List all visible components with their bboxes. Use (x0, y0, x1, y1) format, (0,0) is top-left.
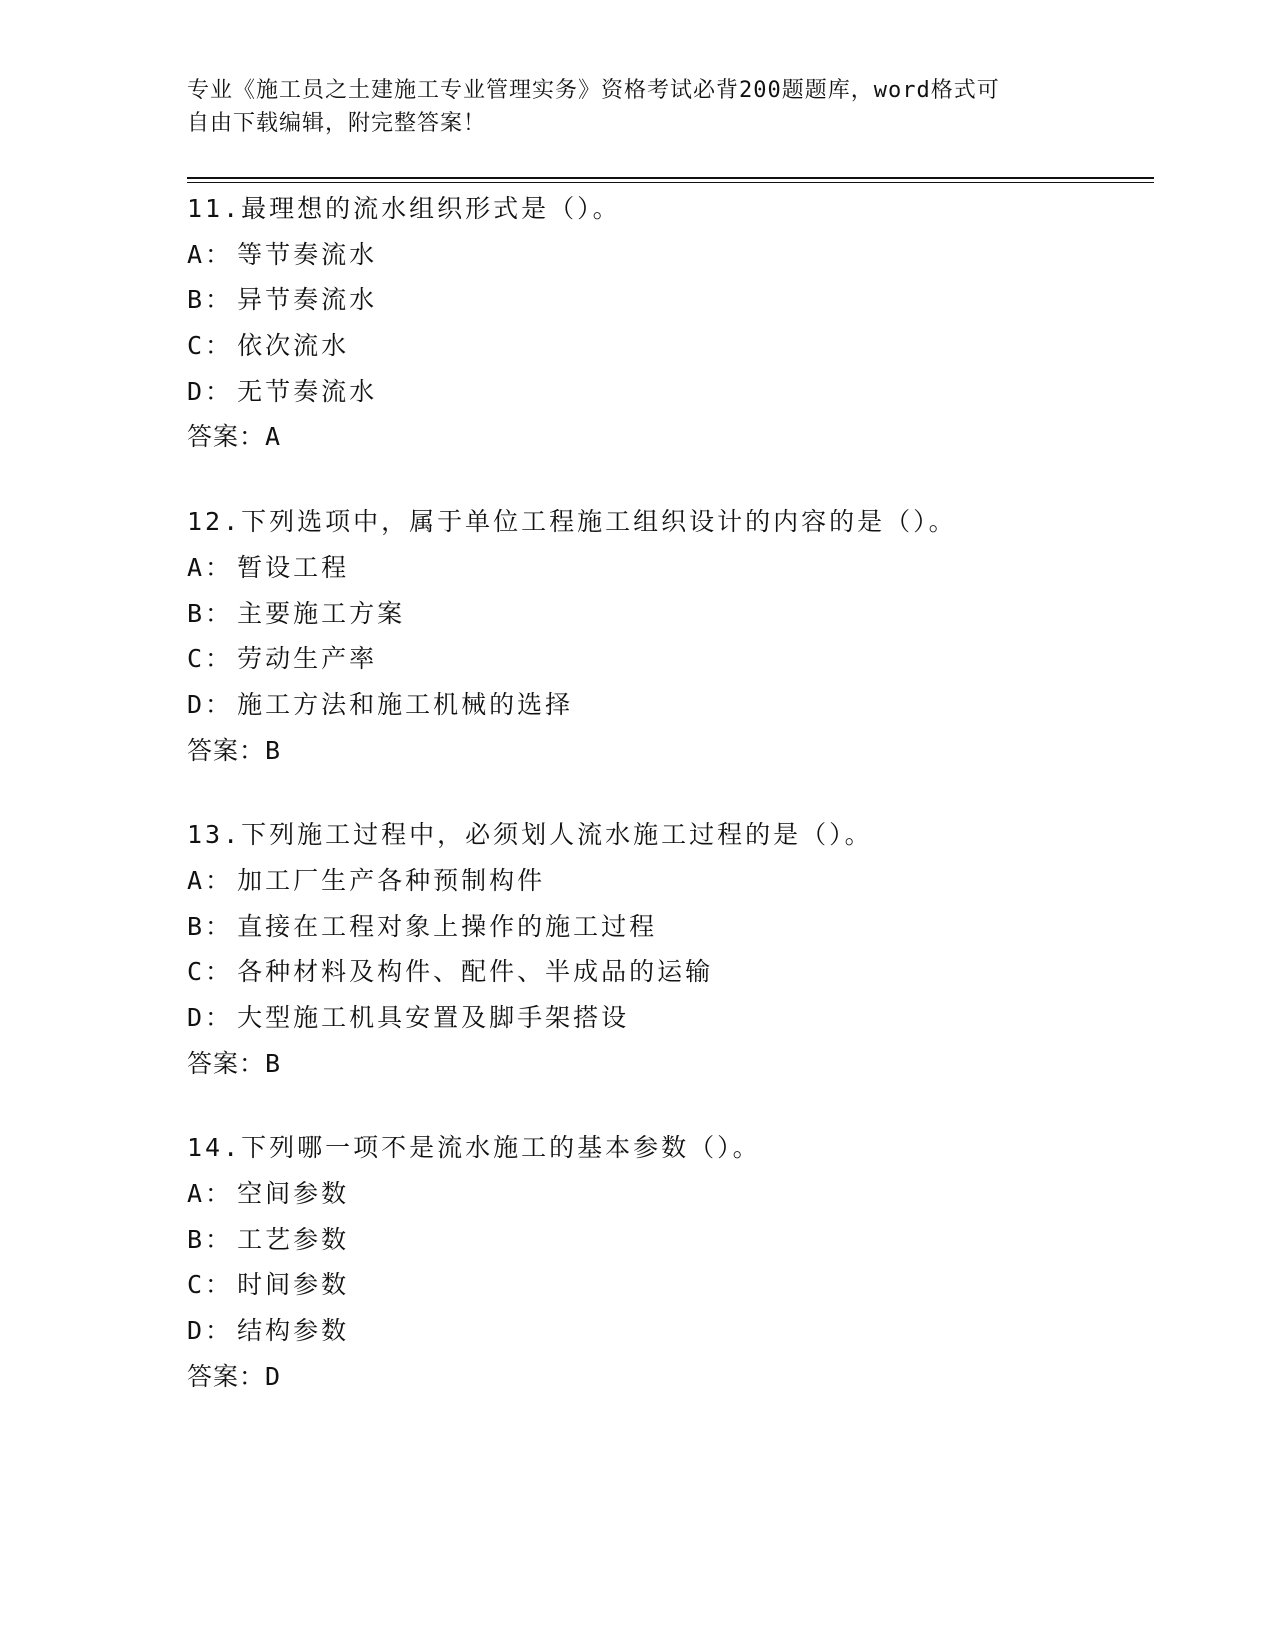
option-letter: A： (187, 239, 234, 269)
option-b (187, 277, 1147, 323)
header-line-2: 自由下载编辑，附完整答案！ (187, 111, 487, 136)
answer-line: 答案：B (187, 735, 282, 765)
option-text: 异节奏流水 (237, 285, 378, 315)
option-letter: B： (187, 598, 234, 628)
option-text: 各种材料及构件、配件、半成品的运输 (237, 957, 714, 987)
option-a (187, 858, 1147, 904)
answer-line: 答案：B (187, 1048, 282, 1078)
option-text: 直接在工程对象上操作的施工过程 (237, 911, 658, 941)
option-text: 时间参数 (237, 1270, 350, 1300)
option-c (187, 1262, 1147, 1308)
option-a (187, 545, 1147, 591)
option-text: 大型施工机具安置及脚手架搭设 (237, 1003, 630, 1032)
option-letter: D： (187, 1316, 234, 1346)
question-item (187, 812, 1147, 1086)
question-stem: 13.下列施工过程中，必须划人流水施工过程的是（）。 (187, 820, 873, 850)
option-text: 无节奏流水 (237, 376, 378, 406)
option-c (187, 636, 1147, 682)
option-letter: A： (187, 1179, 234, 1209)
header-line-1: 专业《施工员之土建施工专业管理实务》资格考试必背200题题库，word格式可 (187, 78, 1000, 103)
option-letter: D： (187, 1003, 234, 1032)
option-d (187, 369, 1147, 415)
option-text: 等节奏流水 (237, 239, 378, 269)
header-divider-thin (187, 182, 1154, 183)
question-item (187, 499, 1147, 773)
option-letter: C： (187, 1270, 234, 1300)
option-letter: A： (187, 865, 234, 895)
question-stem: 14.下列哪一项不是流水施工的基本参数（）。 (187, 1133, 761, 1163)
option-b (187, 591, 1147, 637)
answer-line: 答案：D (187, 1361, 282, 1391)
question-stem: 11.最理想的流水组织形式是（）。 (187, 194, 621, 223)
option-text: 工艺参数 (237, 1224, 350, 1254)
option-letter: B： (187, 1224, 234, 1254)
option-text: 结构参数 (237, 1316, 350, 1346)
option-letter: C： (187, 644, 234, 674)
option-letter: B： (187, 285, 234, 315)
option-text: 施工方法和施工机械的选择 (237, 689, 574, 719)
answer-line: 答案：A (187, 422, 282, 452)
option-letter: D： (187, 689, 234, 719)
question-item (187, 186, 1147, 460)
option-text: 空间参数 (237, 1179, 350, 1209)
option-text: 主要施工方案 (237, 598, 406, 628)
question-list (187, 186, 1147, 1439)
option-letter: A： (187, 552, 234, 582)
option-b (187, 1217, 1147, 1263)
option-d (187, 995, 1147, 1041)
option-letter: C： (187, 331, 234, 361)
option-a (187, 232, 1147, 278)
option-c (187, 323, 1147, 369)
document-header (187, 74, 1067, 140)
option-letter: D： (187, 376, 234, 406)
question-stem: 12.下列选项中，属于单位工程施工组织设计的内容的是（）。 (187, 507, 957, 537)
option-text: 暂设工程 (237, 552, 350, 582)
option-d (187, 682, 1147, 728)
option-c (187, 949, 1147, 995)
option-a (187, 1171, 1147, 1217)
option-letter: C： (187, 957, 234, 987)
option-d (187, 1308, 1147, 1354)
question-item (187, 1125, 1147, 1399)
option-b (187, 904, 1147, 950)
header-divider-thick (187, 177, 1154, 179)
option-text: 依次流水 (237, 331, 350, 361)
option-letter: B： (187, 911, 234, 941)
option-text: 劳动生产率 (237, 644, 378, 674)
option-text: 加工厂生产各种预制构件 (237, 865, 546, 895)
